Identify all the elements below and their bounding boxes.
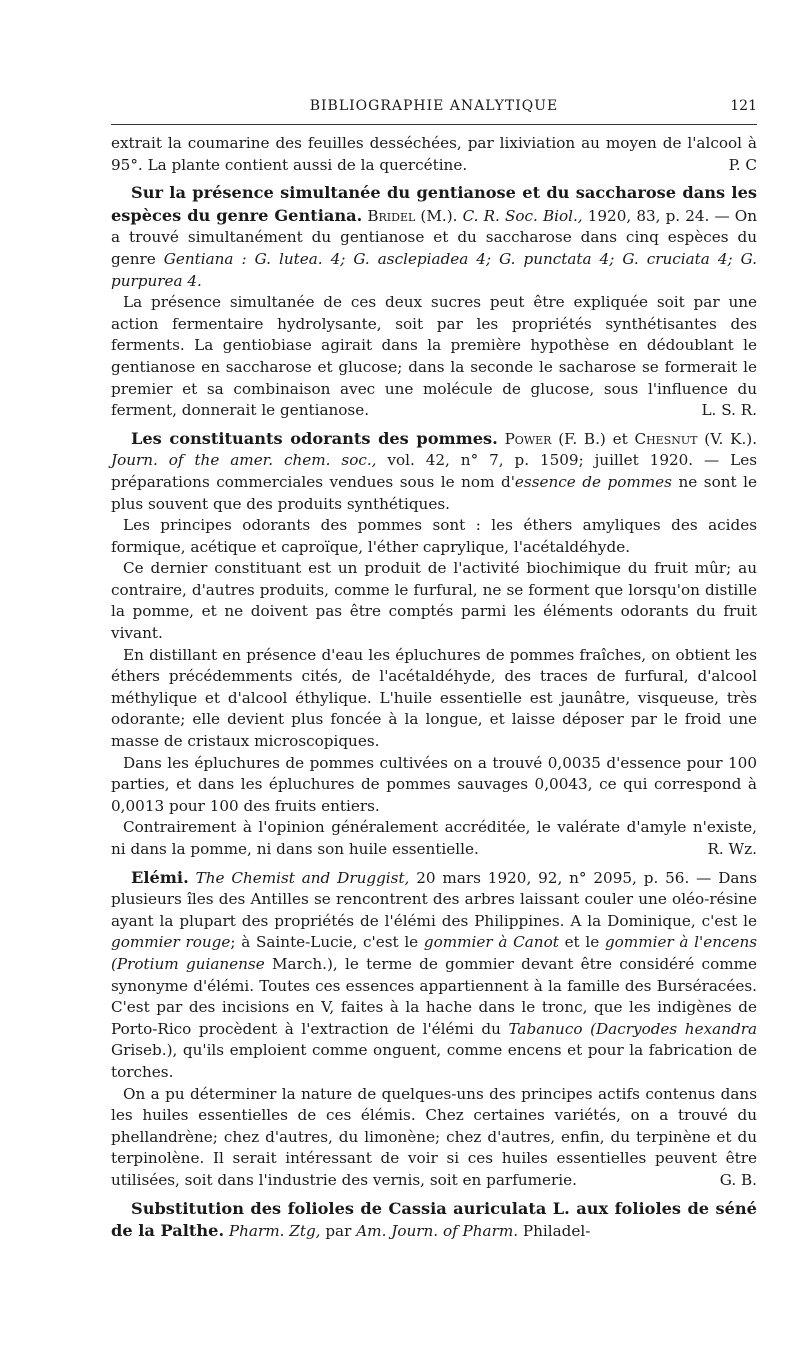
author-initials: (V. K.). bbox=[704, 429, 758, 448]
text-run: March.), le terme de gommier devant être considéré comme synonyme d'élémi. Toutes ces essences appartiennent à la famille des Burséracées. C'est par des incisions en V, faites à la hache dans le tronc, que les indigènes de Porto-Rico procèdent à l'extraction de l'élémi du bbox=[111, 954, 757, 1038]
article-citation: 1920, 83, p. 24. — On a trouvé simultanément du gentianose et du saccharose dans cinq espèces du genre bbox=[111, 206, 758, 268]
author-initials: (F. B.) et bbox=[558, 429, 628, 448]
paragraph: En distillant en présence d'eau les épluchures de pommes fraîches, on obtient les éthers précédemments cités, de l'acétaldéhyde, des traces de furfural, d'alcool méthylique et d'alcool éthylique. L'huile essentielle est jaunâtre, visqueuse, très odorante; elle devient plus foncée à la longue, et laisse déposer par le froid une masse de cristaux microscopiques. bbox=[111, 645, 757, 751]
document-page bbox=[111, 98, 757, 1243]
paragraph bbox=[111, 292, 757, 422]
article-citation: vol. 42, n° 7, p. 1509; juillet 1920. — Les préparations commerciales vendues sous le nom d' bbox=[111, 451, 757, 491]
article-author: Chesnut bbox=[634, 429, 698, 448]
italic-term: gommier à l'encens bbox=[604, 933, 758, 952]
article-author: Bridel (M.). bbox=[367, 206, 458, 225]
text-run: Philadel- bbox=[522, 1222, 591, 1241]
paragraph-text: On a pu déterminer la nature de quelques-uns des principes actifs contenus dans les huiles essentielles de ces élémis. Chez certaines variétés, on a trouvé du phellandrène; chez d'autres, du limonène; chez d'autres, enfin, du terpinène et du terpinolène. Il serait intéressant de voir si ces huiles essentielles peuvent être utilisées, soit dans l'industrie des vernis, soit en parfumerie. bbox=[111, 1084, 757, 1189]
article-journal: Pharm. Ztg, bbox=[228, 1222, 321, 1241]
running-title: BIBLIOGRAPHIE ANALYTIQUE bbox=[309, 98, 559, 114]
article-journal: C. R. Soc. Biol., bbox=[462, 206, 583, 225]
species-name: (Dacryodes hexandra bbox=[590, 1019, 758, 1038]
article-elemi bbox=[111, 867, 757, 1084]
paragraph: Dans les épluchures de pommes cultivées on a trouvé 0,0035 d'essence pour 100 parties, et dans les épluchures de pommes sauvages 0,0043, ce qui correspond à 0,0013 pour 100 des fruits entiers. bbox=[111, 753, 757, 815]
italic-term: gommier rouge bbox=[111, 933, 231, 952]
article-title: Substitution des folioles de Cassia auriculata L. aux folioles de séné de la Palthe. bbox=[111, 1198, 757, 1241]
citation-end: ne sont le plus souvent que des produits synthétiques. bbox=[111, 472, 757, 513]
article-title: Elémi. bbox=[131, 867, 189, 887]
article-gentiana bbox=[111, 182, 757, 292]
text-run: Griseb.), qu'ils emploient comme onguent, comme encens et pour la fabrication de torches. bbox=[111, 1041, 757, 1081]
article-title: Les constituants odorants des pommes. bbox=[131, 428, 498, 448]
paragraph-text: La présence simultanée de ces deux sucres peut être expliquée soit par une action fermentaire hydrolysante, soit par les propriétés synthétisantes des ferments. La gentiobiase agirait dans la première hypothèse en dédoublant le gentianose en saccharose et glucose; dans la seconde le sacharose se formerait le premier et sa combinaison avec une molécule de glucose, sous l'influence du ferment, donnerait le gentianose. bbox=[111, 293, 757, 420]
signature: P. C bbox=[728, 155, 757, 174]
paragraph-text: extrait la coumarine des feuilles desséchées, par lixiviation au moyen de l'alcool à 95°. La plante contient aussi de la quercétine. bbox=[111, 134, 757, 174]
continuation-paragraph bbox=[111, 133, 757, 176]
text-run: et le bbox=[564, 933, 600, 952]
article-journal: Journ. of the amer. chem. soc., bbox=[111, 451, 377, 470]
paragraph bbox=[111, 1084, 757, 1192]
genus-name: Gentiana bbox=[163, 249, 234, 268]
article-citation: 20 mars 1920, 92, n° 2095, p. 56. — Dans plusieurs îles des Antilles se rencontrent des arbres laissant couler une oléo-résine ayant la plupart des propriétés de l'élémi des Philippines. A la Dominique, c'est le bbox=[111, 868, 757, 930]
text-run: ; à Sainte-Lucie, c'est le bbox=[230, 933, 419, 952]
italic-term: Tabanuco bbox=[508, 1019, 583, 1038]
article-author: Power bbox=[504, 429, 552, 448]
signature: G. B. bbox=[719, 1170, 757, 1189]
paragraph-text: Contrairement à l'opinion généralement accréditée, le valérate d'amyle n'existe, ni dans la pomme, ni dans son huile essentielle. bbox=[111, 818, 757, 858]
article-title: Sur la présence simultanée du gentianose et du saccharose dans les espèces du genre Gentiana. bbox=[111, 183, 757, 225]
signature: R. Wz. bbox=[707, 840, 757, 858]
page-number: 121 bbox=[730, 98, 757, 114]
page-header bbox=[111, 98, 757, 124]
italic-term: gommier à Canot bbox=[423, 933, 559, 952]
article-pommes bbox=[111, 428, 757, 515]
header-rule bbox=[111, 124, 757, 125]
paragraph: Ce dernier constituant est un produit de l'activité biochimique du fruit mûr; au contraire, d'autres produits, comme le furfural, ne se forment que lorsqu'on distille la pomme, et ne doivent pas être comptés parmi les éléments odorants du fruit vivant. bbox=[111, 559, 757, 643]
article-cassia bbox=[111, 1198, 757, 1243]
italic-term: essence de pommes bbox=[514, 472, 672, 491]
text-run: par bbox=[325, 1222, 352, 1241]
signature: L. S. R. bbox=[701, 401, 757, 420]
paragraph: Les principes odorants des pommes sont : les éthers amyliques des acides formique, acétique et caproïque, l'éther caprylique, l'acétaldéhyde. bbox=[111, 516, 757, 556]
species-name: (Protium guianense bbox=[111, 954, 265, 973]
paragraph bbox=[111, 817, 757, 860]
article-journal: The Chemist and Druggist, bbox=[195, 868, 410, 887]
species-list: : G. lutea. 4; G. asclepiadea 4; G. punctata 4; G. cruciata 4; G. purpurea 4. bbox=[111, 249, 758, 290]
article-journal: Am. Journ. of Pharm. bbox=[356, 1222, 519, 1241]
